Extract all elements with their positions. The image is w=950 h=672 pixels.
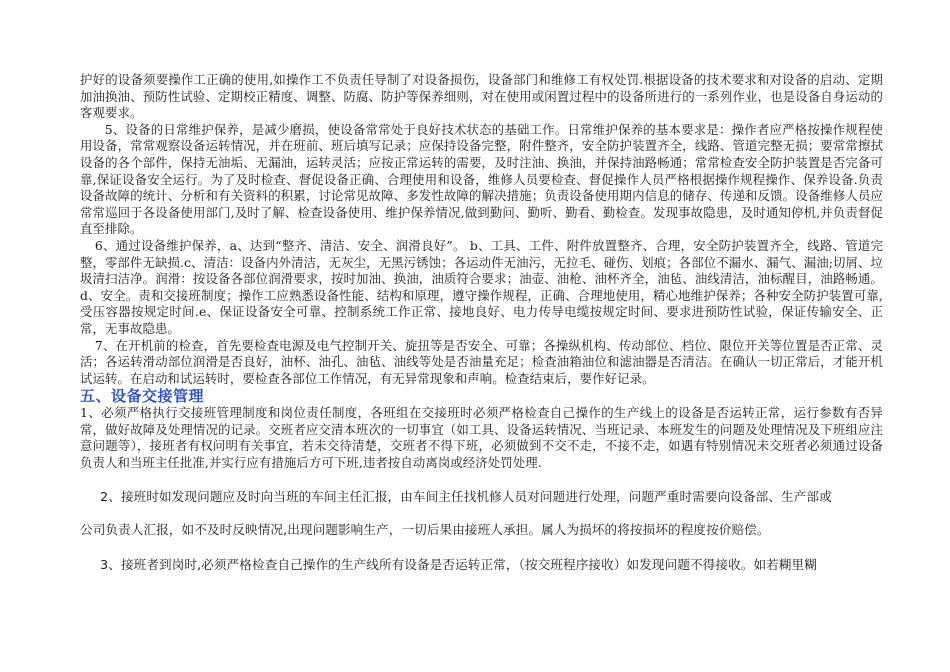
paragraph-handover-2: 2、接班时如发现问题应及时向当班的车间主任汇报，由车间主任找机修人员对问题进行处理，问题严重时需要向设备部、生产部或 <box>100 488 832 504</box>
paragraph-item-5: 5、设备的日常维护保养，是减少磨损，使设备常常处于良好技术状态的基础工作。日常维护保养的基本要求是：操作者应严格按操作规程使用设备，常常观察设备运转情况，并在班前、班后填写记录；应保持设备完整，附件整齐，安全防护装置齐全，线路、管道完整无损；要常常擦拭设备的各个部件，保持无油垢、无漏油，运转灵活；应按正常运转的需要，及时注油、换油，并保持油路畅通；常常检查安全防护装置是否完备可靠,保证设备安全运行。为了及时检查、督促设备正确、合理使用和设备，维修人员要检查、督促操作人员严格根据操作规程操作、保养设备.负责设备故障的统计、分析和有关资料的积累，讨论常见故障、多发性故障的解决措施；负责设备使用期内信息的储存、传递和反馈。设备维修人员应常常巡回于各设备使用部门,及时了解、检查设备使用、维护保养情况,做到勤问、勤听、勤看、勤检查。发现事故隐患，及时通知停机,并负责督促直至排除。 <box>80 121 883 237</box>
document-page <box>80 72 883 573</box>
paragraph-handover-1: 1、必须严格执行交接班管理制度和岗位责任制度，各班组在交接班时必须严格检查自己操作的生产线上的设备是否运转正常，运行参数有否异常，做好故障及处理情况的记录。交班者应交清本班次的一切事宜（如工具、设备运转情况、当班记录、本班发生的问题及处理情况及下班组应注意问题等），接班者有权问明有关事宜，若未交待清楚，交班者不得下班，必须做到不交不走，不接不走，如遇有特别情况未交班者必须通过设备负责人和当班主任批准,并实行应有措施后方可下班,违者按自动离岗或经济处罚处理. <box>80 405 883 471</box>
paragraph-maintenance-intro: 护好的设备须要操作工正确的使用,如操作工不负责任导制了对设备损伤，设备部门和维修工有权处罚.根据设备的技术要求和对设备的启动、定期加油换油、预防性试验、定期校正精度、调整、防腐、防护等保养细则，对在使用或闲置过程中的设备所进行的一系列作业，也是设备自身运动的客观要求。 <box>80 72 883 121</box>
paragraph-handover-3: 3、接班者到岗时,必须严格检查自己操作的生产线所有设备是否运转正常，（按交班程序接收）如发现问题不得接收。如若糊里糊 <box>100 556 817 572</box>
paragraph-item-6: 6、通过设备维护保养，a、达到“整齐、清洁、安全、润滑良好”。 b、工具、工件、附件放置整齐、合理，安全防护装置齐全，线路、管道完整，零部件无缺损.c、清洁：设备内外清洁，无灰尘，无黑污锈蚀；各运动件无油污，无拉毛、碰伤、划痕；各部位不漏水、漏气、漏油;切屑、垃圾清扫洁净。润滑：按设备各部位润滑要求，按时加油、换油，油质符合要求；油壶、油枪、油杯齐全，油毡、油线清洁，油标醒目，油路畅通。d、安全。责和交接班制度；操作工应熟悉设备性能、结构和原理，遵守操作规程，正确、合理地使用，精心地维护保养；各种安全防护装置可靠,受压容器按规定时间.e、保证设备安全可靠、控制系统工作正常、接地良好、电力传导电缆按规定时间、要求进预防性试验，保证传输安全、正常，无事故隐患。 <box>80 237 883 336</box>
paragraph-handover-2-continued: 公司负责人汇报，如不及时反映情况,出现问题影响生产，一切后果由接班人承担。属人为损坏的将按损坏的程度按价赔偿。 <box>80 521 770 537</box>
paragraph-item-7: 7、在开机前的检查，首先要检查电源及电气控制开关、旋扭等是否安全、可靠；各操纵机构、传动部位、档位、限位开关等位置是否正常、灵活；各运转滑动部位润滑是否良好，油杯、油孔、油毡、油线等处是否油量充足；检查油箱油位和滤油器是否清洁。在确认一切正常后，才能开机试运转。在启动和试运转时，要检查各部位工作情况，有无异常现象和声响。检查结束后，要作好记录。 <box>80 337 883 386</box>
section-heading-handover: 五、设备交接管理 <box>80 387 205 406</box>
